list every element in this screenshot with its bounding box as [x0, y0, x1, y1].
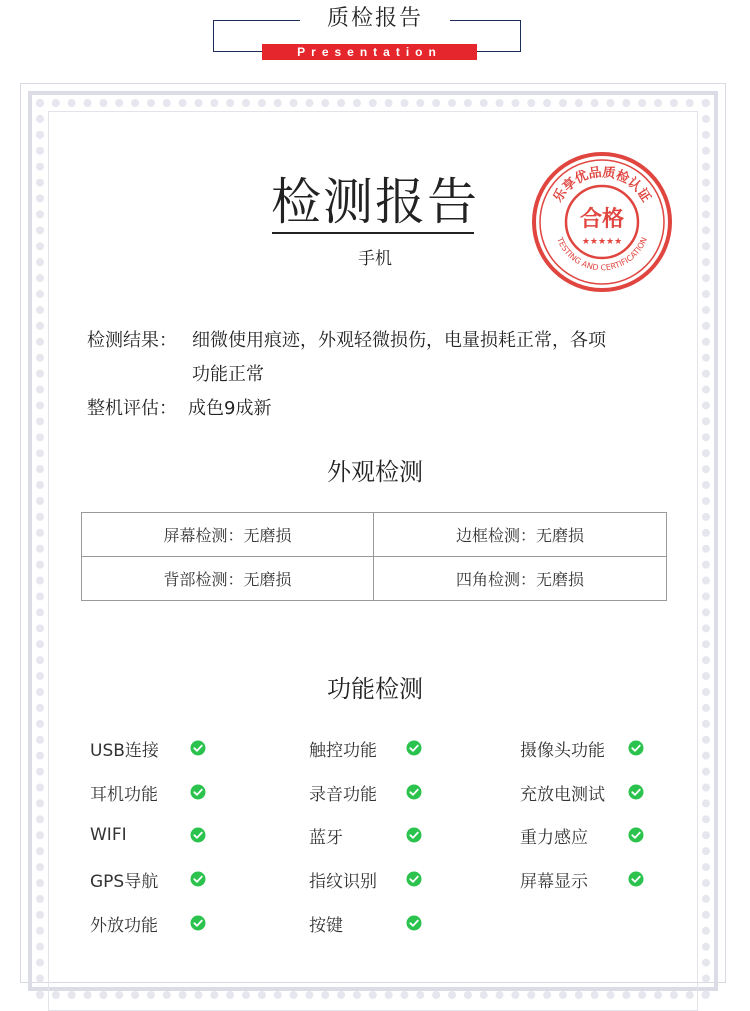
function-name: WIFI: [90, 825, 127, 845]
function-item: [309, 777, 377, 807]
function-item: [520, 733, 605, 763]
appearance-cell: 边框检测：无磨损: [374, 513, 666, 557]
function-item: [309, 864, 377, 894]
function-name: 指纹识别: [309, 871, 377, 892]
function-name: 触控功能: [309, 740, 377, 761]
check-icon: [406, 784, 422, 800]
check-icon: [628, 784, 644, 800]
report-subtitle: 手机: [358, 249, 392, 269]
function-item: [90, 820, 127, 850]
evaluation-label: 整机评估：: [87, 398, 177, 419]
function-name: 屏幕显示: [520, 871, 588, 892]
check-icon: [190, 784, 206, 800]
page-title: 质检报告: [300, 4, 450, 34]
function-item: [520, 820, 588, 850]
function-item: [309, 908, 343, 938]
check-icon: [406, 827, 422, 843]
function-name: 蓝牙: [309, 827, 343, 848]
function-item: [90, 908, 158, 938]
appearance-table: [81, 512, 667, 601]
function-name: 录音功能: [309, 784, 377, 805]
function-name: 外放功能: [90, 915, 158, 936]
function-item: [520, 864, 588, 894]
function-name: USB连接: [90, 740, 159, 761]
function-item: [90, 777, 158, 807]
appearance-section-title: 外观检测: [327, 458, 423, 486]
quality-stamp-icon: [530, 150, 674, 294]
report-title-underline: [272, 232, 474, 234]
check-icon: [406, 871, 422, 887]
stamp-arc-cn: 乐享优品质检认证: [550, 165, 654, 206]
function-item: [309, 820, 343, 850]
appearance-cell: 四角检测：无磨损: [455, 569, 584, 589]
function-name: 耳机功能: [90, 784, 158, 805]
appearance-cell: 屏幕检测：无磨损: [82, 513, 374, 557]
check-icon: [628, 740, 644, 756]
function-item: [520, 777, 605, 807]
stamp-center-text: 合格: [579, 207, 625, 232]
header-subtitle-bar: Presentation: [262, 44, 477, 60]
check-icon: [406, 740, 422, 756]
check-icon: [190, 871, 206, 887]
stamp-arc-en: TESTING AND CERTIFICATION: [555, 235, 650, 273]
function-item: [90, 733, 159, 763]
result-label: 检测结果：: [87, 330, 177, 351]
function-section-title: 功能检测: [327, 675, 423, 703]
function-name: 摄像头功能: [520, 740, 605, 761]
stamp-stars: ★★★★★: [581, 237, 623, 247]
check-icon: [406, 915, 422, 931]
check-icon: [190, 740, 206, 756]
check-icon: [628, 827, 644, 843]
report-title: 检测报告: [271, 173, 479, 231]
function-name: 充放电测试: [520, 784, 605, 805]
function-item: [90, 864, 158, 894]
function-name: GPS导航: [90, 871, 159, 892]
svg-text:乐享优品质检认证: [550, 164, 654, 205]
result-text: 细微使用痕迹，外观轻微损伤，电量损耗正常，各项功能正常: [192, 330, 606, 385]
check-icon: [190, 827, 206, 843]
function-name: 按键: [309, 915, 343, 936]
function-name: 重力感应: [520, 827, 588, 848]
appearance-cell: 背部检测：无磨损: [82, 557, 374, 601]
evaluation-text: 成色9成新: [188, 398, 272, 419]
function-item: [309, 733, 377, 763]
check-icon: [190, 915, 206, 931]
check-icon: [628, 871, 644, 887]
